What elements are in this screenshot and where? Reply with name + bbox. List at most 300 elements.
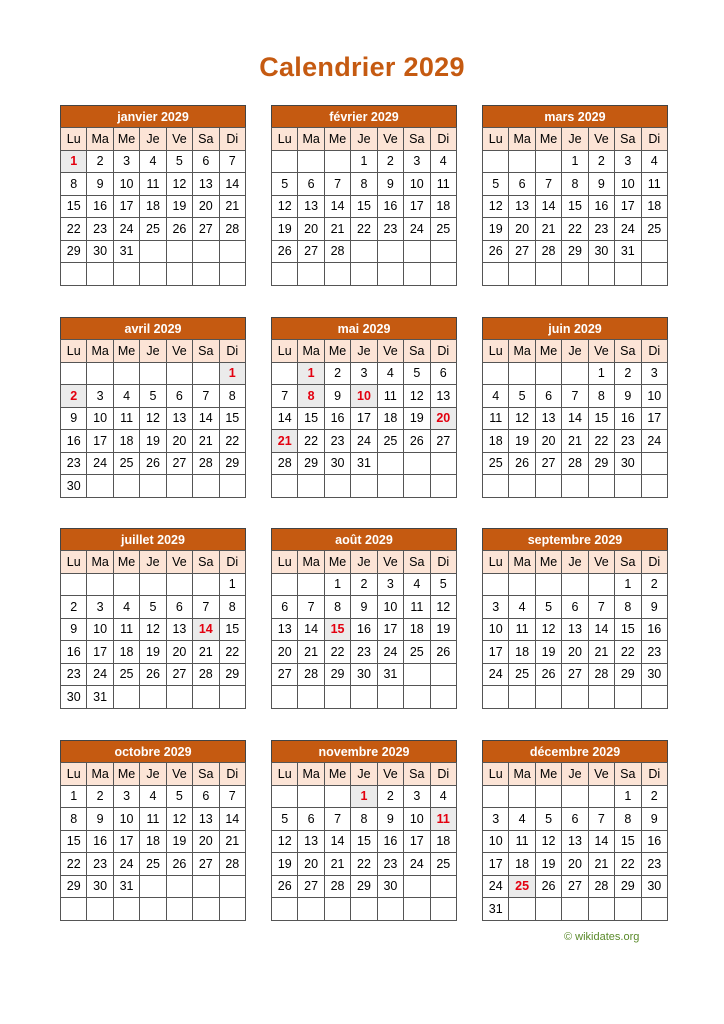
day-cell: 7 <box>219 785 245 808</box>
weekday-label: Ma <box>87 763 113 786</box>
week-row <box>61 618 246 641</box>
empty-cell <box>193 875 219 898</box>
empty-cell <box>509 785 535 808</box>
empty-cell <box>404 898 430 921</box>
empty-cell <box>509 686 535 709</box>
day-cell: 19 <box>404 407 430 430</box>
day-cell: 15 <box>615 618 641 641</box>
day-cell: 5 <box>535 808 561 831</box>
empty-cell <box>377 263 403 286</box>
empty-cell <box>298 898 324 921</box>
week-row <box>483 385 668 408</box>
holiday-cell: 11 <box>430 808 456 831</box>
weekday-label: Ma <box>87 128 113 151</box>
day-cell: 6 <box>272 596 298 619</box>
page-title: Calendrier 2029 <box>259 52 465 82</box>
empty-cell <box>615 263 641 286</box>
day-cell: 25 <box>404 641 430 664</box>
weekday-label: Me <box>113 128 139 151</box>
weekday-label: Sa <box>615 340 641 363</box>
week-row <box>272 263 457 286</box>
day-cell: 30 <box>641 875 667 898</box>
day-cell: 30 <box>87 240 113 263</box>
month-table <box>271 550 457 709</box>
empty-cell <box>535 573 561 596</box>
week-row <box>61 573 246 596</box>
day-cell: 25 <box>113 452 139 475</box>
weekday-label: Me <box>535 128 561 151</box>
empty-cell <box>140 263 166 286</box>
month-title: mars 2029 <box>482 105 668 127</box>
day-cell: 9 <box>351 596 377 619</box>
day-cell: 18 <box>430 195 456 218</box>
weekday-label: Di <box>219 551 245 574</box>
day-cell: 15 <box>219 407 245 430</box>
day-cell: 23 <box>87 218 113 241</box>
month-block <box>482 105 668 286</box>
weekday-label: Ma <box>298 763 324 786</box>
week-row <box>61 785 246 808</box>
week-row <box>272 898 457 921</box>
day-cell: 5 <box>140 596 166 619</box>
week-row <box>61 195 246 218</box>
day-cell: 2 <box>588 150 614 173</box>
day-cell: 7 <box>193 385 219 408</box>
day-cell: 4 <box>377 362 403 385</box>
empty-cell <box>272 475 298 498</box>
empty-cell <box>404 475 430 498</box>
day-cell: 10 <box>113 173 139 196</box>
month-title: octobre 2029 <box>60 740 246 762</box>
weekday-label: Je <box>562 128 588 151</box>
day-cell: 5 <box>509 385 535 408</box>
day-cell: 12 <box>404 385 430 408</box>
empty-cell <box>219 263 245 286</box>
footer-credit: © wikidates.org <box>564 931 640 943</box>
day-cell: 7 <box>324 808 350 831</box>
day-cell: 29 <box>61 875 87 898</box>
day-cell: 3 <box>113 785 139 808</box>
empty-cell <box>483 686 509 709</box>
week-row <box>61 362 246 385</box>
day-cell: 8 <box>351 173 377 196</box>
week-row <box>272 475 457 498</box>
day-cell: 8 <box>324 596 350 619</box>
weekday-row <box>272 128 457 151</box>
day-cell: 25 <box>483 452 509 475</box>
day-cell: 20 <box>193 830 219 853</box>
empty-cell <box>404 663 430 686</box>
day-cell: 18 <box>140 830 166 853</box>
day-cell: 26 <box>404 430 430 453</box>
holiday-cell: 14 <box>193 618 219 641</box>
day-cell: 7 <box>588 808 614 831</box>
week-row <box>61 830 246 853</box>
day-cell: 29 <box>588 452 614 475</box>
day-cell: 1 <box>219 573 245 596</box>
month-table <box>60 339 246 498</box>
day-cell: 19 <box>483 218 509 241</box>
empty-cell <box>87 362 113 385</box>
week-row <box>272 573 457 596</box>
day-cell: 12 <box>272 830 298 853</box>
week-row <box>272 808 457 831</box>
month-block <box>271 740 457 921</box>
week-row <box>483 808 668 831</box>
empty-cell <box>324 150 350 173</box>
empty-cell <box>615 898 641 921</box>
day-cell: 5 <box>140 385 166 408</box>
day-cell: 26 <box>509 452 535 475</box>
day-cell: 25 <box>140 853 166 876</box>
day-cell: 28 <box>219 218 245 241</box>
weekday-label: Ve <box>588 128 614 151</box>
week-row <box>483 686 668 709</box>
day-cell: 8 <box>61 173 87 196</box>
day-cell: 10 <box>615 173 641 196</box>
weekday-label: Di <box>219 340 245 363</box>
empty-cell <box>404 263 430 286</box>
day-cell: 8 <box>61 808 87 831</box>
day-cell: 27 <box>562 875 588 898</box>
weekday-label: Ve <box>166 128 192 151</box>
empty-cell <box>113 686 139 709</box>
month-table <box>271 127 457 286</box>
day-cell: 24 <box>377 641 403 664</box>
weekday-label: Me <box>113 763 139 786</box>
weekday-row <box>61 128 246 151</box>
day-cell: 11 <box>641 173 667 196</box>
day-cell: 28 <box>588 875 614 898</box>
day-cell: 25 <box>140 218 166 241</box>
weekday-label: Ve <box>377 763 403 786</box>
day-cell: 15 <box>61 195 87 218</box>
week-row <box>483 663 668 686</box>
day-cell: 28 <box>588 663 614 686</box>
empty-cell <box>113 475 139 498</box>
empty-cell <box>219 240 245 263</box>
day-cell: 26 <box>166 218 192 241</box>
week-row <box>272 173 457 196</box>
day-cell: 13 <box>535 407 561 430</box>
day-cell: 14 <box>219 173 245 196</box>
day-cell: 20 <box>193 195 219 218</box>
day-cell: 17 <box>483 641 509 664</box>
week-row <box>61 452 246 475</box>
weekday-label: Lu <box>61 128 87 151</box>
weekday-label: Me <box>535 551 561 574</box>
day-cell: 3 <box>113 150 139 173</box>
weekday-label: Je <box>351 340 377 363</box>
empty-cell <box>641 452 667 475</box>
day-cell: 29 <box>562 240 588 263</box>
empty-cell <box>272 898 298 921</box>
week-row <box>61 686 246 709</box>
day-cell: 20 <box>535 430 561 453</box>
empty-cell <box>535 362 561 385</box>
weekday-label: Me <box>113 551 139 574</box>
day-cell: 3 <box>404 785 430 808</box>
day-cell: 25 <box>113 663 139 686</box>
weekday-label: Me <box>324 340 350 363</box>
week-row <box>272 430 457 453</box>
day-cell: 15 <box>615 830 641 853</box>
day-cell: 6 <box>562 596 588 619</box>
empty-cell <box>219 475 245 498</box>
weekday-label: Ve <box>166 551 192 574</box>
day-cell: 11 <box>140 808 166 831</box>
day-cell: 5 <box>483 173 509 196</box>
day-cell: 29 <box>324 663 350 686</box>
weekday-label: Je <box>140 340 166 363</box>
day-cell: 16 <box>324 407 350 430</box>
day-cell: 31 <box>87 686 113 709</box>
empty-cell <box>588 686 614 709</box>
week-row <box>483 240 668 263</box>
day-cell: 24 <box>404 853 430 876</box>
day-cell: 19 <box>166 195 192 218</box>
weekday-label: Me <box>324 128 350 151</box>
empty-cell <box>87 898 113 921</box>
day-cell: 26 <box>430 641 456 664</box>
month-table <box>482 127 668 286</box>
day-cell: 11 <box>113 407 139 430</box>
weekday-label: Sa <box>193 551 219 574</box>
empty-cell <box>430 663 456 686</box>
empty-cell <box>113 898 139 921</box>
week-row <box>272 150 457 173</box>
day-cell: 24 <box>404 218 430 241</box>
empty-cell <box>61 263 87 286</box>
day-cell: 16 <box>87 830 113 853</box>
month-block <box>60 317 246 498</box>
day-cell: 7 <box>219 150 245 173</box>
empty-cell <box>535 150 561 173</box>
day-cell: 10 <box>113 808 139 831</box>
empty-cell <box>272 785 298 808</box>
weekday-row <box>483 763 668 786</box>
empty-cell <box>140 362 166 385</box>
day-cell: 10 <box>483 830 509 853</box>
day-cell: 8 <box>615 808 641 831</box>
empty-cell <box>641 240 667 263</box>
weekday-label: Di <box>641 551 667 574</box>
day-cell: 2 <box>641 573 667 596</box>
week-row <box>272 875 457 898</box>
day-cell: 3 <box>87 596 113 619</box>
week-row <box>272 785 457 808</box>
empty-cell <box>588 263 614 286</box>
weekday-label: Ma <box>509 551 535 574</box>
day-cell: 15 <box>61 830 87 853</box>
day-cell: 10 <box>404 173 430 196</box>
empty-cell <box>324 898 350 921</box>
empty-cell <box>588 573 614 596</box>
day-cell: 8 <box>219 596 245 619</box>
empty-cell <box>351 263 377 286</box>
day-cell: 20 <box>562 641 588 664</box>
weekday-label: Lu <box>272 551 298 574</box>
empty-cell <box>483 475 509 498</box>
day-cell: 22 <box>351 218 377 241</box>
day-cell: 4 <box>641 150 667 173</box>
empty-cell <box>272 573 298 596</box>
empty-cell <box>641 898 667 921</box>
day-cell: 1 <box>351 150 377 173</box>
empty-cell <box>535 475 561 498</box>
day-cell: 14 <box>562 407 588 430</box>
weekday-label: Di <box>430 340 456 363</box>
empty-cell <box>140 898 166 921</box>
day-cell: 8 <box>219 385 245 408</box>
day-cell: 2 <box>377 785 403 808</box>
day-cell: 19 <box>166 830 192 853</box>
month-table <box>60 127 246 286</box>
weekday-label: Me <box>535 763 561 786</box>
day-cell: 16 <box>351 618 377 641</box>
day-cell: 4 <box>483 385 509 408</box>
day-cell: 1 <box>615 785 641 808</box>
day-cell: 11 <box>430 173 456 196</box>
weekday-label: Ve <box>588 763 614 786</box>
weekday-row <box>272 340 457 363</box>
day-cell: 23 <box>324 430 350 453</box>
day-cell: 15 <box>351 830 377 853</box>
week-row <box>272 195 457 218</box>
week-row <box>272 218 457 241</box>
day-cell: 24 <box>113 853 139 876</box>
day-cell: 18 <box>404 618 430 641</box>
weekday-label: Di <box>219 763 245 786</box>
week-row <box>61 263 246 286</box>
day-cell: 22 <box>351 853 377 876</box>
weekday-label: Je <box>562 551 588 574</box>
weekday-label: Lu <box>272 128 298 151</box>
month-block <box>60 740 246 921</box>
day-cell: 1 <box>615 573 641 596</box>
day-cell: 7 <box>562 385 588 408</box>
empty-cell <box>140 875 166 898</box>
empty-cell <box>298 785 324 808</box>
week-row <box>61 641 246 664</box>
day-cell: 7 <box>324 173 350 196</box>
empty-cell <box>562 785 588 808</box>
day-cell: 4 <box>509 808 535 831</box>
empty-cell <box>61 573 87 596</box>
empty-cell <box>272 686 298 709</box>
day-cell: 12 <box>140 407 166 430</box>
week-row <box>272 362 457 385</box>
weekday-label: Sa <box>615 763 641 786</box>
empty-cell <box>509 263 535 286</box>
weekday-label: Lu <box>483 763 509 786</box>
empty-cell <box>166 263 192 286</box>
day-cell: 4 <box>430 150 456 173</box>
month-table <box>271 339 457 498</box>
empty-cell <box>87 573 113 596</box>
holiday-cell: 1 <box>298 362 324 385</box>
day-cell: 17 <box>351 407 377 430</box>
weekday-label: Lu <box>483 340 509 363</box>
day-cell: 14 <box>324 830 350 853</box>
day-cell: 3 <box>641 362 667 385</box>
month-block <box>60 105 246 286</box>
day-cell: 25 <box>377 430 403 453</box>
day-cell: 23 <box>87 853 113 876</box>
day-cell: 12 <box>535 830 561 853</box>
day-cell: 4 <box>430 785 456 808</box>
day-cell: 17 <box>641 407 667 430</box>
day-cell: 31 <box>351 452 377 475</box>
day-cell: 28 <box>535 240 561 263</box>
day-cell: 20 <box>272 641 298 664</box>
day-cell: 30 <box>615 452 641 475</box>
empty-cell <box>272 150 298 173</box>
weekday-label: Je <box>140 128 166 151</box>
day-cell: 2 <box>61 596 87 619</box>
day-cell: 27 <box>509 240 535 263</box>
week-row <box>272 641 457 664</box>
week-row <box>483 785 668 808</box>
empty-cell <box>87 263 113 286</box>
day-cell: 28 <box>193 452 219 475</box>
day-cell: 2 <box>87 150 113 173</box>
empty-cell <box>166 875 192 898</box>
empty-cell <box>404 452 430 475</box>
day-cell: 16 <box>87 195 113 218</box>
day-cell: 29 <box>615 875 641 898</box>
day-cell: 13 <box>193 808 219 831</box>
day-cell: 1 <box>324 573 350 596</box>
day-cell: 29 <box>61 240 87 263</box>
week-row <box>272 240 457 263</box>
holiday-cell: 2 <box>61 385 87 408</box>
empty-cell <box>61 898 87 921</box>
day-cell: 2 <box>641 785 667 808</box>
empty-cell <box>219 875 245 898</box>
weekday-label: Me <box>113 340 139 363</box>
week-row <box>272 686 457 709</box>
week-row <box>272 663 457 686</box>
day-cell: 29 <box>298 452 324 475</box>
day-cell: 31 <box>377 663 403 686</box>
empty-cell <box>298 150 324 173</box>
day-cell: 27 <box>562 663 588 686</box>
weekday-label: Me <box>535 340 561 363</box>
holiday-cell: 20 <box>430 407 456 430</box>
day-cell: 3 <box>351 362 377 385</box>
weekday-label: Ve <box>166 340 192 363</box>
week-row <box>483 430 668 453</box>
month-title: juin 2029 <box>482 317 668 339</box>
weekday-row <box>61 340 246 363</box>
empty-cell <box>562 573 588 596</box>
empty-cell <box>377 240 403 263</box>
day-cell: 11 <box>377 385 403 408</box>
day-cell: 12 <box>166 173 192 196</box>
weekday-label: Di <box>219 128 245 151</box>
weekday-row <box>272 551 457 574</box>
day-cell: 2 <box>615 362 641 385</box>
day-cell: 24 <box>351 430 377 453</box>
day-cell: 22 <box>615 853 641 876</box>
holiday-cell: 1 <box>351 785 377 808</box>
weekday-label: Ma <box>509 763 535 786</box>
day-cell: 13 <box>193 173 219 196</box>
empty-cell <box>404 240 430 263</box>
month-title: août 2029 <box>271 528 457 550</box>
empty-cell <box>588 785 614 808</box>
